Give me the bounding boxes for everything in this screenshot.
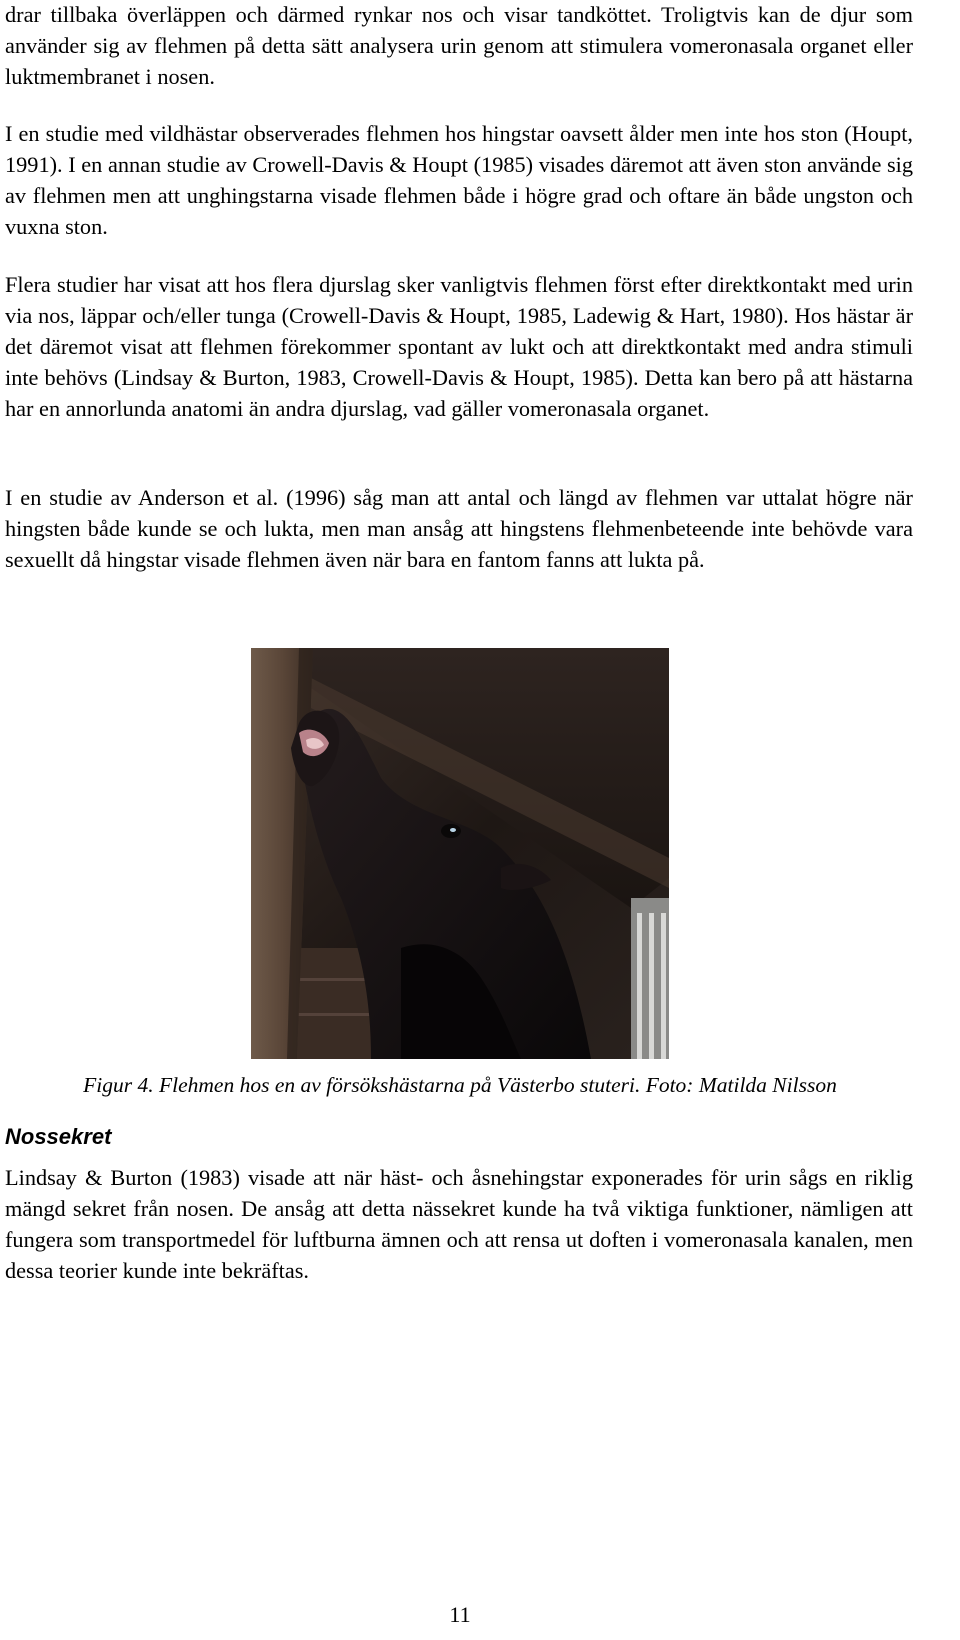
body-paragraph: Lindsay & Burton (1983) visade att när häst- och åsnehingstar exponerades för urin sågs en riklig mängd sekret från nosen. De ansåg att detta nässekret kunde ha två viktiga funktioner, nämligen att fungera som transportmedel för luftburna ämnen och att rensa ut doften i vomeronasala kanalen, men dessa teorier kunde inte bekräftas. [5, 1165, 913, 1283]
body-paragraph: I en studie med vildhästar observerades flehmen hos hingstar oavsett ålder men inte hos ston (Houpt, 1991). I en annan studie av Crowell-Davis & Houpt (1985) visades däremot att även ston använde sig av flehmen men att unghingstarna visade flehmen både i högre grad och oftare än både ungston och vuxna ston. [5, 121, 913, 239]
body-paragraph: Flera studier har visat att hos flera djurslag sker vanligtvis flehmen först efter direktkontakt med urin via nos, läppar och/eller tunga (Crowell-Davis & Houpt, 1985, Ladewig & Hart, 1980). Hos hästar är det däremot visat att flehmen förekommer spontant av lukt och att direktkontakt med andra stimuli inte behövs (Lindsay & Burton, 1983, Crowell-Davis & Houpt, 1985). Detta kan bero på att hästarna har en annorlunda anatomi än andra djurslag, vad gäller vomeronasala organet. [5, 272, 913, 421]
section-heading: Nossekret [5, 1124, 112, 1149]
body-paragraph: drar tillbaka överläppen och därmed rynkar nos och visar tandköttet. Troligtvis kan de djur som använder sig av flehmen på detta sätt analysera urin genom att stimulera vomeronasala organet eller luktmembranet i nosen. [5, 2, 913, 89]
horse-flehmen-photo [251, 648, 669, 1059]
page-number: 11 [449, 1602, 471, 1627]
figure-caption: Figur 4. Flehmen hos en av försökshästarna på Västerbo stuteri. Foto: Matilda Nilsson [83, 1073, 837, 1097]
body-paragraph: I en studie av Anderson et al. (1996) såg man att antal och längd av flehmen var uttalat högre när hingsten både kunde se och lukta, men man ansåg att hingstens flehmenbeteende inte behövde vara sexuellt då hingstar visade flehmen även när bara en fantom fanns att lukta på. [5, 485, 913, 572]
